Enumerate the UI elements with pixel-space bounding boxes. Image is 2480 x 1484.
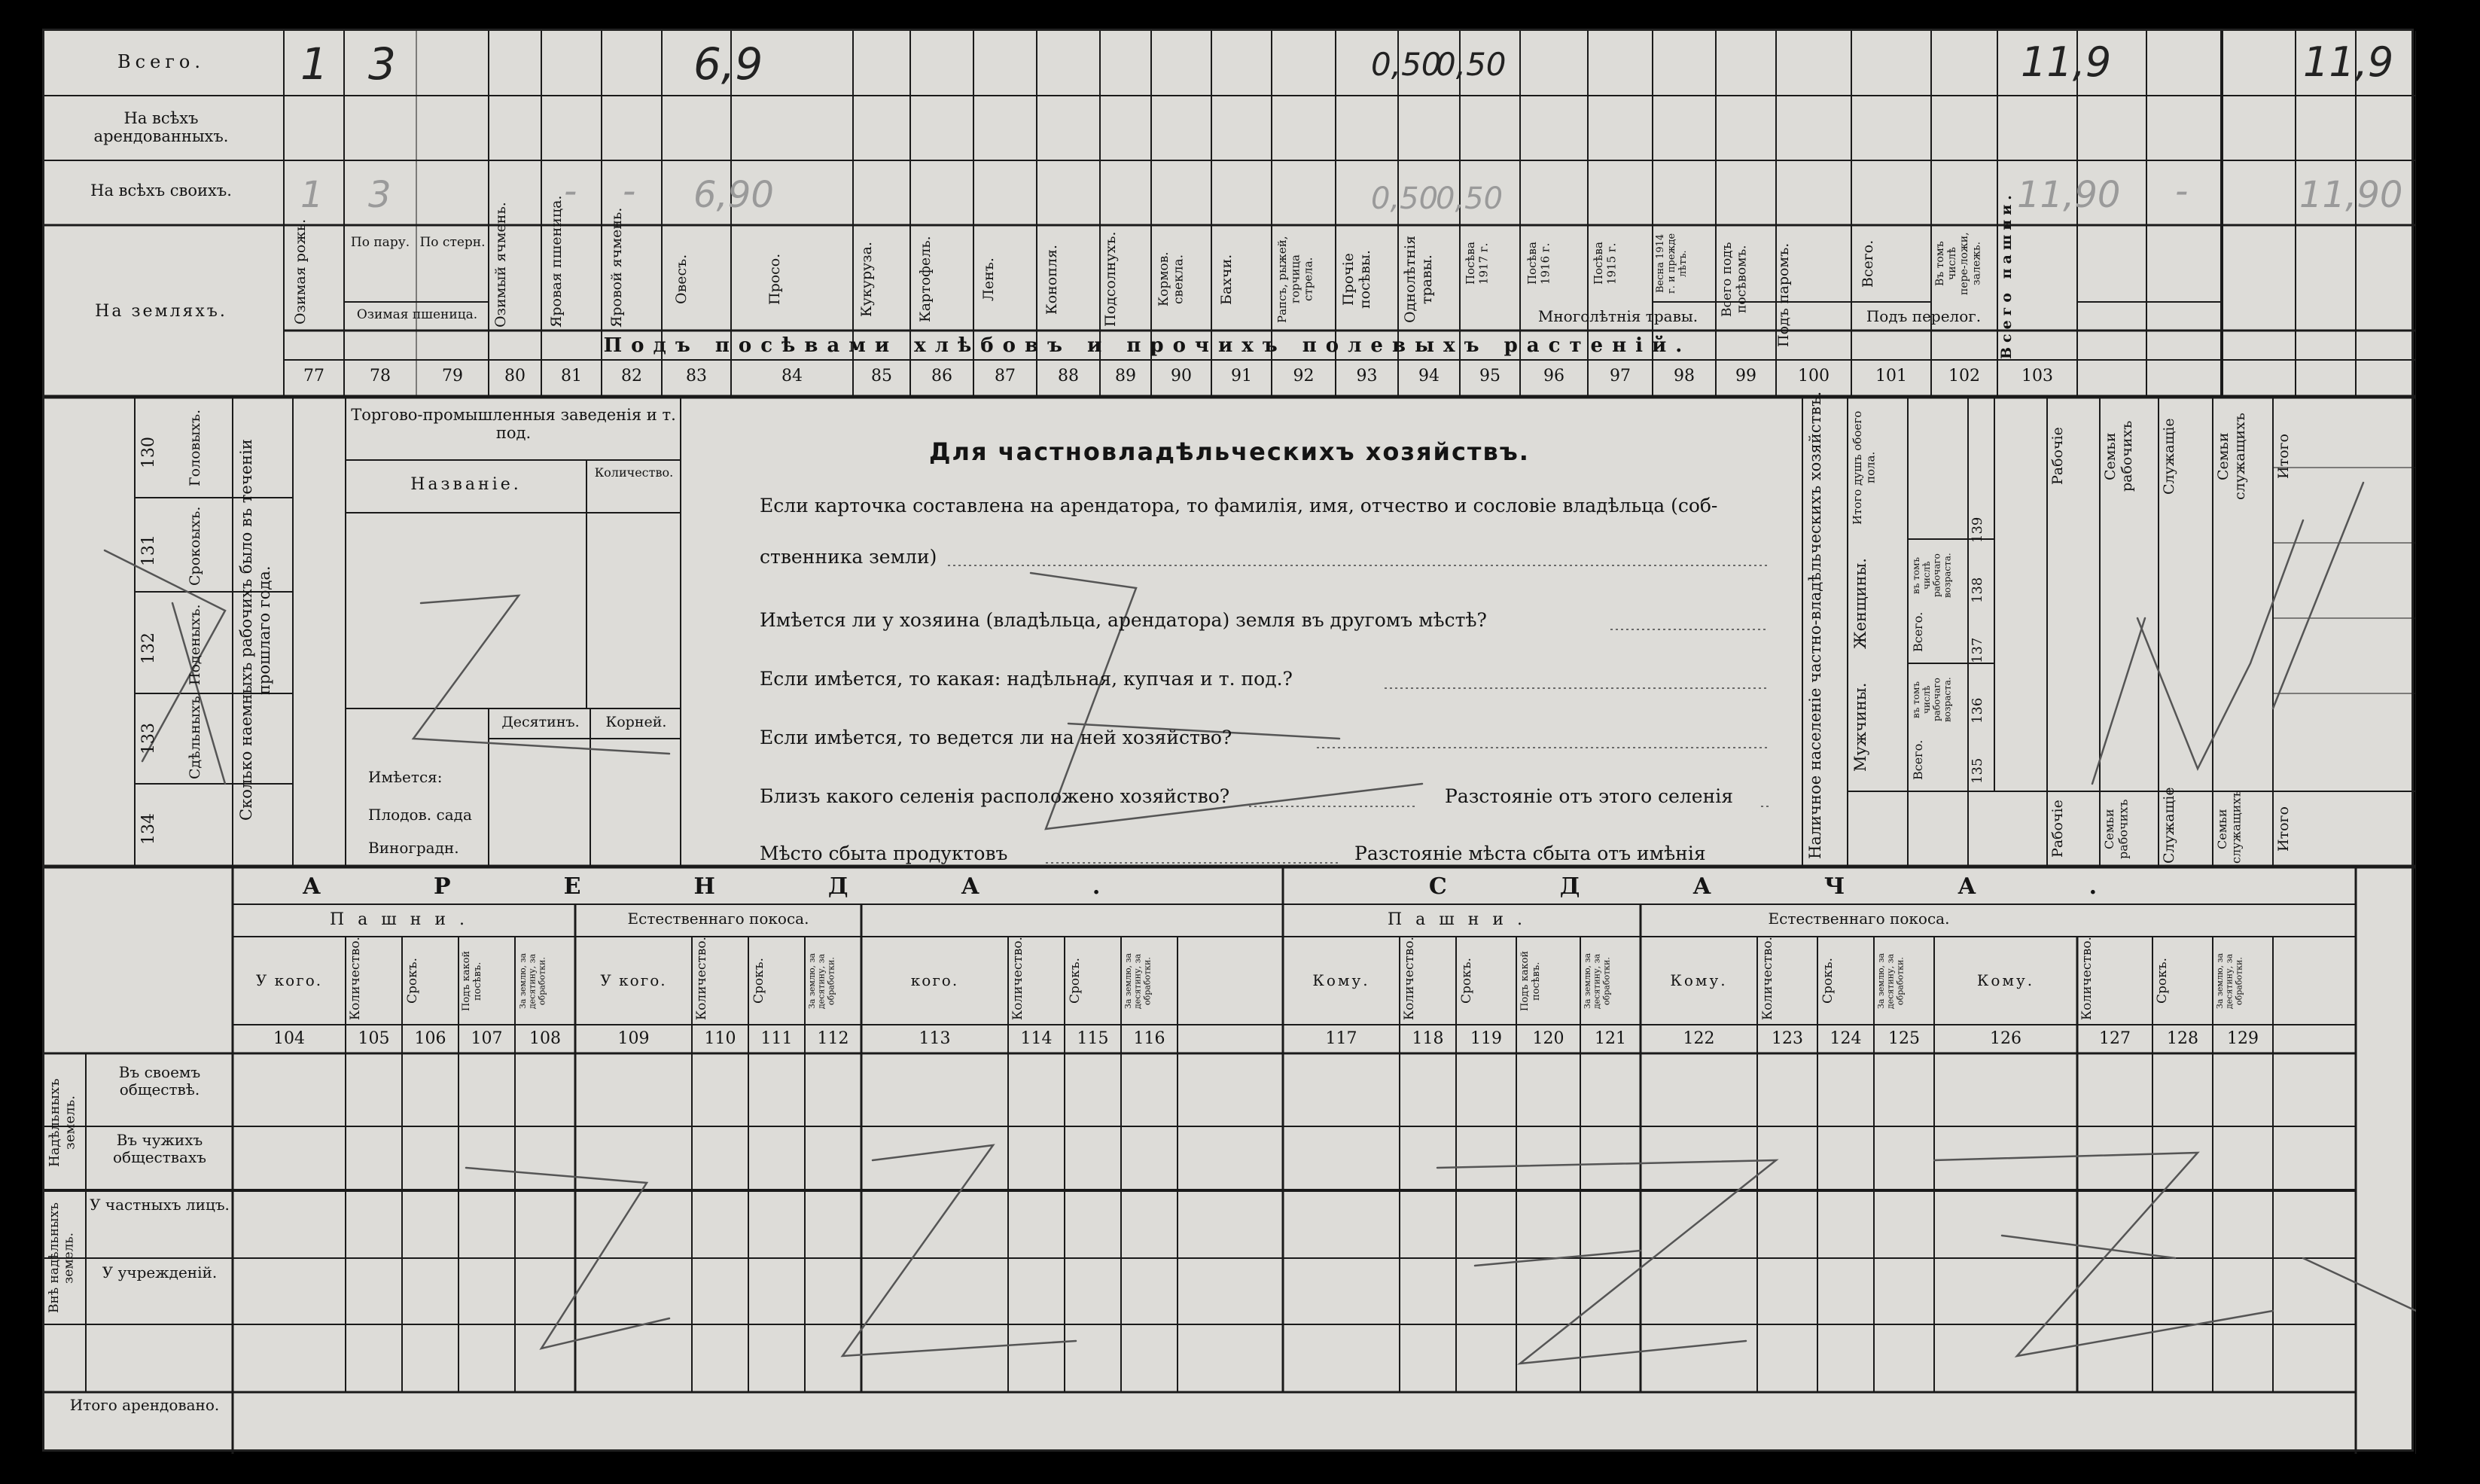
- col-num: 119: [1470, 1029, 1502, 1048]
- pop-num: 139: [1970, 517, 1985, 544]
- col-num: 129: [2227, 1029, 2259, 1048]
- row-total-rented: Итого арендовано.: [69, 1396, 220, 1414]
- col-num: 77: [303, 367, 324, 385]
- population-men-incl: въ томъ числѣ рабочаго возраста.: [1911, 677, 1953, 722]
- sdacha-pashni: Пашни.: [1387, 910, 1537, 929]
- col-num: 81: [561, 367, 582, 385]
- pop-col: Семьи служащихъ: [2215, 413, 2248, 500]
- col-num: 83: [686, 367, 707, 385]
- population-men: Мужчины.: [1851, 682, 1869, 772]
- hw-total-92: 0,50: [1436, 46, 1507, 83]
- row-group-vne: Внѣ надѣльныхъ земель.: [47, 1202, 77, 1314]
- hdr-87: Ленъ.: [980, 257, 997, 301]
- col-num: 105: [358, 1029, 390, 1048]
- col-num: 86: [931, 367, 952, 385]
- hw-total-82: 6,9: [693, 38, 763, 90]
- row-private-persons: У частныхъ лицъ.: [90, 1196, 230, 1214]
- hdr-78: По пару.: [350, 235, 410, 250]
- pokos-za-zemlyu: За землю, за десятину, за обработки.: [807, 952, 836, 1010]
- arenda-srok: Срокъ.: [405, 958, 420, 1004]
- hw-own-91: 0,50: [1371, 181, 1439, 216]
- private-q6: Мѣсто сбыта продуктовъ: [760, 843, 1008, 864]
- sdacha-other-srok: Срокъ.: [2155, 958, 2170, 1004]
- hw-total-78: 3: [368, 38, 396, 90]
- workers-num: 132: [139, 632, 158, 664]
- trade-orchard: Плодов. сада: [368, 806, 472, 824]
- col-num: 123: [1772, 1029, 1803, 1048]
- sdacha-other-za-zemlyu: За землю, за десятину, за обработки.: [2215, 952, 2244, 1010]
- hdr-89: Подсолнухъ.: [1102, 231, 1119, 328]
- hdr-81: Яровая пшеница.: [548, 195, 565, 328]
- hdr-77: Озимая рожь.: [292, 218, 309, 325]
- hired-workers-label: Сколько наемныхъ рабочихъ было въ теченіи прошлаго года.: [237, 439, 274, 821]
- hdr-96: Посѣва 1916 г.: [1525, 242, 1552, 285]
- col-num: 93: [1356, 367, 1378, 385]
- workers-num: 133: [139, 723, 158, 754]
- other-srok: Срокъ.: [1068, 958, 1083, 1004]
- sdacha-pokos-srok: Срокъ.: [1820, 958, 1836, 1004]
- private-q1a: Если карточка составлена на арендатора, то фамилія, имя, отчество и сословіе владѣльца (соб-: [760, 495, 1718, 517]
- trade-vineyard: Виноградн.: [368, 839, 459, 857]
- sdacha-pokos: Естественнаго покоса.: [1768, 910, 1950, 928]
- col-num: 108: [529, 1029, 561, 1048]
- col-num: 97: [1610, 367, 1631, 385]
- pokos-srok: Срокъ.: [751, 958, 766, 1004]
- hdr-79: По стерн.: [419, 235, 486, 250]
- row-institutions: У учрежденій.: [102, 1263, 218, 1281]
- private-q5b: Разстояніе отъ этого селенія: [1445, 785, 1734, 807]
- col-num: 110: [704, 1029, 736, 1048]
- trade-title: Торгово-промышленныя заведенія и т. под.: [351, 406, 676, 443]
- hdr-fallow-group: Подъ перелог.: [1866, 307, 1982, 325]
- pop-col-bottom: Семьи рабочихъ: [2102, 799, 2131, 859]
- col-num: 90: [1171, 367, 1192, 385]
- hw-own-92: 0,50: [1436, 181, 1504, 216]
- workers-num: 131: [139, 535, 158, 566]
- hw-total-91: 0,50: [1371, 46, 1442, 83]
- col-num: 92: [1293, 367, 1315, 385]
- sdacha-pokos-qty: Количество.: [1760, 937, 1775, 1020]
- hdr-93: Прочіе посѣвы.: [1340, 249, 1373, 309]
- sdacha-srok: Срокъ.: [1459, 958, 1474, 1004]
- hdr-99: Всего подъ посѣвомъ.: [1720, 242, 1750, 317]
- row-other-community: Въ чужихъ обществахъ: [113, 1131, 206, 1166]
- col-num: 79: [442, 367, 463, 385]
- col-num: 124: [1830, 1029, 1862, 1048]
- hw-own-103: 11,90: [2299, 174, 2403, 216]
- col-num: 94: [1418, 367, 1440, 385]
- hdr-98: Весна 1914 г. и прежде лѣтъ.: [1655, 233, 1689, 294]
- hdr-103: Всего пашни.: [1998, 190, 2015, 359]
- hdr-83: Овесъ.: [673, 254, 690, 305]
- pop-num: 136: [1970, 697, 1985, 724]
- col-num: 88: [1058, 367, 1079, 385]
- col-num: 127: [2099, 1029, 2131, 1048]
- hdr-86: Картофель.: [917, 236, 934, 323]
- col-num: 99: [1735, 367, 1756, 385]
- pop-num: 138: [1970, 577, 1985, 604]
- col-num: 112: [817, 1029, 849, 1048]
- pop-col-bottom: Рабочіе: [2049, 800, 2066, 858]
- sdacha-za-zemlyu: За землю, за десятину, за обработки.: [1583, 952, 1612, 1010]
- private-q3: Если имѣется, то какая: надѣльная, купчая и т. под.?: [760, 668, 1293, 690]
- hw-own-80: -: [564, 170, 577, 212]
- workers-label: Поденыхъ.: [187, 604, 203, 685]
- sdacha-other-komu: Кому.: [1976, 971, 2035, 989]
- private-q2: Имѣется ли у хозяина (владѣльца, арендатора) земля въ другомъ мѣстѣ?: [760, 609, 1487, 631]
- hdr-82: Яровой ячмень.: [608, 207, 625, 328]
- population-title: Наличное населеніе частно-владѣльческихъ хозяйствъ.: [1806, 391, 1824, 859]
- hw-own-81: -: [623, 170, 636, 212]
- arenda-pokos: Естественнаго покоса.: [627, 910, 809, 928]
- arenda-pod-posev: Подъ какой посѣвъ.: [461, 950, 483, 1012]
- col-num: 114: [1020, 1029, 1053, 1048]
- workers-num: 130: [139, 437, 158, 468]
- col-num: 82: [621, 367, 642, 385]
- hdr-101: Всего.: [1860, 239, 1876, 288]
- col-num: 111: [760, 1029, 793, 1048]
- col-num: 103: [2021, 367, 2053, 385]
- col-num: 89: [1115, 367, 1136, 385]
- arenda-qty: Количество.: [348, 937, 363, 1020]
- private-q6b: Разстояніе мѣста сбыта отъ имѣнія: [1354, 843, 1706, 864]
- col-num: 102: [1948, 367, 1980, 385]
- hw-total-103: 11,9: [2303, 38, 2394, 86]
- arenda-banner: АРЕНДА.: [302, 873, 1214, 900]
- col-num: 85: [871, 367, 892, 385]
- trade-has: Имѣется:: [368, 768, 443, 786]
- row-label-total: Всего.: [117, 51, 205, 72]
- hdr-80: Озимый ячмень.: [492, 202, 509, 328]
- hw-own-101: -: [2175, 170, 2189, 212]
- pop-col-bottom: Семьи служащихъ: [2215, 790, 2244, 864]
- private-q5: Близъ какого селенія расположено хозяйство?: [760, 785, 1230, 807]
- trade-name-col: Названіе.: [410, 475, 522, 494]
- arenda-pashni: Пашни.: [329, 910, 479, 929]
- col-num: 95: [1479, 367, 1500, 385]
- population-women-total: Всего.: [1911, 611, 1925, 652]
- workers-label: Головыхъ.: [187, 409, 203, 487]
- col-num: 100: [1798, 367, 1830, 385]
- other-kogo: кого.: [910, 971, 959, 989]
- col-num: 116: [1133, 1029, 1165, 1048]
- pokos-u-kogo: У кого.: [600, 971, 667, 989]
- arenda-u-kogo: У кого.: [255, 971, 323, 989]
- pop-num: 135: [1970, 757, 1985, 785]
- trade-qty-col: Количество.: [594, 465, 674, 480]
- population-souls-total: Итого душъ обоего пола.: [1851, 410, 1878, 525]
- pop-col: Служащіе: [2161, 418, 2177, 495]
- workers-label: Сдѣльныхъ.: [187, 691, 203, 779]
- hdr-92: Рапсъ, рыжей, горчица стрела.: [1275, 236, 1315, 323]
- hdr-84: Просо.: [766, 253, 783, 306]
- population-women: Женщины.: [1851, 558, 1869, 650]
- sdacha-qty: Количество.: [1402, 937, 1417, 1020]
- hdr-97: Посѣва 1915 г.: [1592, 242, 1619, 285]
- col-num: 91: [1231, 367, 1252, 385]
- hdr-91: Бахчи.: [1218, 254, 1235, 305]
- other-qty: Количество.: [1010, 937, 1025, 1020]
- sdacha-pokos-komu: Кому.: [1670, 971, 1728, 989]
- col-num: 98: [1674, 367, 1695, 385]
- col-num: 118: [1412, 1029, 1444, 1048]
- col-num: 122: [1683, 1029, 1715, 1048]
- row-label-rented: На всѣхъ арендованныхъ.: [93, 109, 229, 146]
- col-num: 117: [1325, 1029, 1357, 1048]
- col-num: 80: [504, 367, 526, 385]
- pokos-qty: Количество.: [694, 937, 709, 1020]
- hdr-7879-group: Озимая пшеница.: [356, 307, 478, 322]
- population-women-incl: въ томъ числѣ рабочаго возраста.: [1911, 553, 1953, 598]
- col-num: 109: [617, 1029, 650, 1048]
- other-za-zemlyu: За землю, за десятину, за обработки.: [1123, 952, 1153, 1010]
- col-num: 128: [2167, 1029, 2198, 1048]
- sdacha-pod-posev: Подъ какой посѣвъ.: [1519, 950, 1542, 1012]
- hw-own-82: 6,90: [693, 174, 774, 216]
- pop-col: Рабочіе: [2049, 427, 2066, 486]
- pop-col-bottom: Служащіе: [2161, 787, 2177, 864]
- census-card: [42, 29, 2414, 1452]
- hw-own-99: 11,90: [2017, 174, 2121, 216]
- pop-col: Семьи рабочихъ: [2102, 420, 2135, 492]
- hw-own-77: 1: [300, 174, 324, 216]
- arenda-za-zemlyu: За землю, за десятину, за обработки.: [518, 952, 547, 1010]
- hdr-88: Конопля.: [1043, 244, 1060, 315]
- hdr-102: Въ томъ числѣ пере-ложи, залежь.: [1934, 232, 1983, 295]
- col-num: 87: [995, 367, 1016, 385]
- hdr-100: Подъ паромъ.: [1775, 242, 1792, 348]
- row-group-nadel: Надѣльныхъ земель.: [47, 1078, 78, 1167]
- sdacha-other-qty: Количество.: [2079, 937, 2095, 1020]
- col-num: 78: [370, 367, 391, 385]
- hw-total-99: 11,9: [2021, 38, 2112, 86]
- private-title: Для частновладѣльческихъ хозяйствъ.: [929, 437, 1530, 466]
- col-num: 104: [273, 1029, 305, 1048]
- pop-num: 137: [1970, 637, 1985, 664]
- col-num: 121: [1595, 1029, 1626, 1048]
- hw-total-77: 1: [300, 38, 328, 90]
- hdr-90: Кормов. свекла.: [1156, 251, 1187, 307]
- hdr-94: Однолѣтнія травы.: [1402, 235, 1435, 324]
- private-q4: Если имѣется, то ведется ли на ней хозяйство?: [760, 727, 1232, 748]
- hw-own-78: 3: [368, 174, 391, 216]
- population-men-total: Всего.: [1911, 739, 1925, 780]
- private-q1b: ственника земли): [760, 546, 937, 568]
- col-num: 115: [1077, 1029, 1109, 1048]
- row-label-lands: На земляхъ.: [95, 302, 227, 321]
- col-num: 107: [471, 1029, 503, 1048]
- hdr-perennial-group: Многолѣтнія травы.: [1537, 307, 1699, 325]
- hdr-95: Посѣва 1917 г.: [1464, 242, 1491, 285]
- trade-korney: Корней.: [605, 714, 667, 730]
- row-label-own: На всѣхъ своихъ.: [90, 181, 232, 200]
- pop-col-bottom: Итого: [2275, 806, 2292, 852]
- sdacha-banner: СДАЧА.: [1428, 873, 2210, 900]
- row-own-community: Въ своемъ обществѣ.: [118, 1063, 201, 1099]
- col-num: 125: [1888, 1029, 1920, 1048]
- col-num: 101: [1875, 367, 1907, 385]
- workers-label: Срокоыхъ.: [187, 506, 203, 586]
- col-num: 126: [1990, 1029, 2021, 1048]
- col-num: 120: [1532, 1029, 1564, 1048]
- sdacha-komu: Кому.: [1312, 971, 1370, 989]
- pop-col: Итого: [2275, 434, 2292, 479]
- sdacha-pokos-za-zemlyu: За землю, за десятину, за обработки.: [1876, 952, 1906, 1010]
- trade-desyatin: Десятинъ.: [501, 714, 580, 730]
- col-num: 106: [414, 1029, 446, 1048]
- col-num: 96: [1543, 367, 1564, 385]
- col-num: 84: [781, 367, 803, 385]
- crop-banner: Подъ посѣвами хлѣбовъ и прочихъ полевыхъ растеній.: [603, 334, 1692, 357]
- workers-num: 134: [139, 813, 158, 845]
- hdr-85: Кукуруза.: [858, 242, 875, 318]
- col-num: 113: [919, 1029, 951, 1048]
